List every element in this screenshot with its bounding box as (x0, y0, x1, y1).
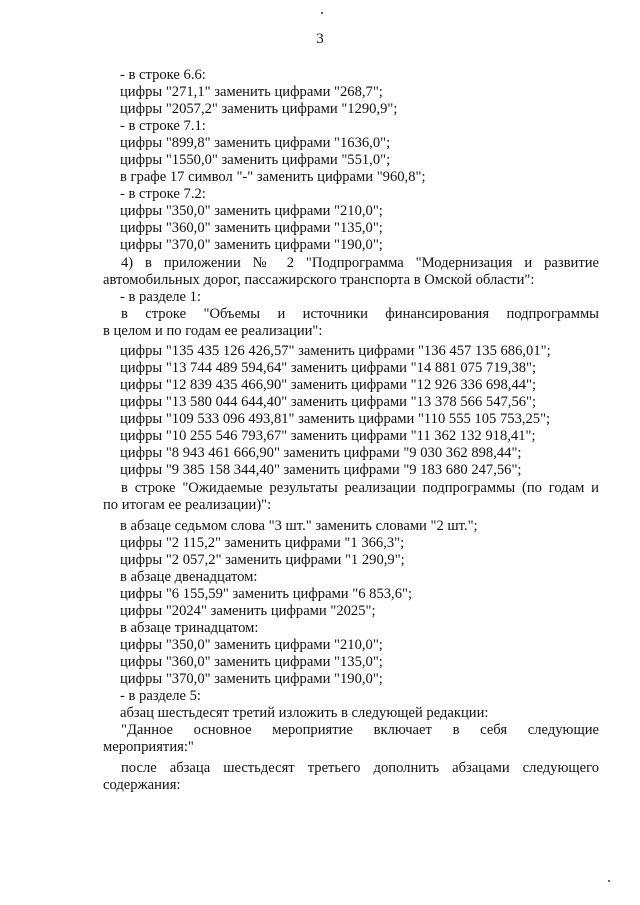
text-line: цифры "370,0" заменить цифрами "190,0"; (120, 237, 383, 253)
text-line: цифры "109 533 096 493,81" заменить цифрами "110 555 105 753,25"; (120, 411, 551, 427)
text-line: в графе 17 символ "-" заменить цифрами "960,8"; (120, 169, 426, 185)
text-line: - в разделе 5: (120, 688, 201, 704)
text-line: в строке "Ожидаемые результаты реализации подпрограммы (по годам и (121, 480, 599, 496)
text-line: цифры "135 435 126 426,57" заменить цифрами "136 457 135 686,01"; (120, 343, 551, 359)
text-line: мероприятия:" (103, 739, 194, 755)
text-line: цифры "370,0" заменить цифрами "190,0"; (120, 671, 383, 687)
text-line: цифры "13 580 044 644,40" заменить цифрами "13 378 566 547,56"; (120, 394, 537, 410)
text-line: в строке "Объемы и источники финансирования подпрограммы (121, 306, 599, 322)
text-line: цифры "2024" заменить цифрами "2025"; (120, 603, 376, 619)
text-line: цифры "13 744 489 594,64" заменить цифрами "14 881 075 719,38"; (120, 360, 537, 376)
scan-speck (321, 12, 323, 14)
page-number: 3 (316, 31, 324, 47)
text-line: цифры "2057,2" заменить цифрами "1290,9"; (120, 101, 398, 117)
text-line: цифры "350,0" заменить цифрами "210,0"; (120, 637, 383, 653)
text-line: цифры "360,0" заменить цифрами "135,0"; (120, 654, 383, 670)
text-line: - в строке 7.1: (120, 118, 206, 134)
text-line: цифры "1550,0" заменить цифрами "551,0"; (120, 152, 391, 168)
text-line: в абзаце седьмом слова "3 шт." заменить словами "2 шт."; (120, 518, 478, 534)
text-line: цифры "6 155,59" заменить цифрами "6 853,6"; (120, 586, 413, 602)
text-line: "Данное основное мероприятие включает в себя следующие (121, 722, 599, 738)
text-line: цифры "10 255 546 793,67" заменить цифрами "11 362 132 918,41"; (120, 428, 536, 444)
text-line: в целом и по годам ее реализации": (103, 323, 323, 339)
text-line: в абзаце тринадцатом: (120, 620, 259, 636)
text-line: содержания: (103, 777, 181, 793)
text-line: цифры "360,0" заменить цифрами "135,0"; (120, 220, 383, 236)
text-line: по итогам ее реализации)": (103, 497, 272, 513)
text-line: цифры "271,1" заменить цифрами "268,7"; (120, 84, 383, 100)
text-line: цифры "2 057,2" заменить цифрами "1 290,9"; (120, 552, 405, 568)
text-line: 4) в приложении № 2 "Подпрограмма "Модернизация и развитие (121, 255, 599, 271)
text-line: - в строке 7.2: (120, 186, 206, 202)
text-line: цифры "12 839 435 466,90" заменить цифрами "12 926 336 698,44"; (120, 377, 537, 393)
text-line: цифры "9 385 158 344,40" заменить цифрами "9 183 680 247,56"; (120, 462, 522, 478)
text-line: цифры "2 115,2" заменить цифрами "1 366,3"; (120, 535, 405, 551)
text-line: после абзаца шестьдесят третьего дополнить абзацами следующего (121, 760, 599, 776)
text-line: - в разделе 1: (120, 289, 201, 305)
text-line: в абзаце двенадцатом: (120, 569, 258, 585)
text-line: цифры "899,8" заменить цифрами "1636,0"; (120, 135, 391, 151)
text-line: абзац шестьдесят третий изложить в следующей редакции: (120, 705, 489, 721)
scan-speck (608, 880, 610, 882)
text-line: - в строке 6.6: (120, 67, 206, 83)
text-line: автомобильных дорог, пассажирского транспорта в Омской области": (103, 272, 535, 288)
text-line: цифры "8 943 461 666,90" заменить цифрами "9 030 362 898,44"; (120, 445, 522, 461)
text-line: цифры "350,0" заменить цифрами "210,0"; (120, 203, 383, 219)
